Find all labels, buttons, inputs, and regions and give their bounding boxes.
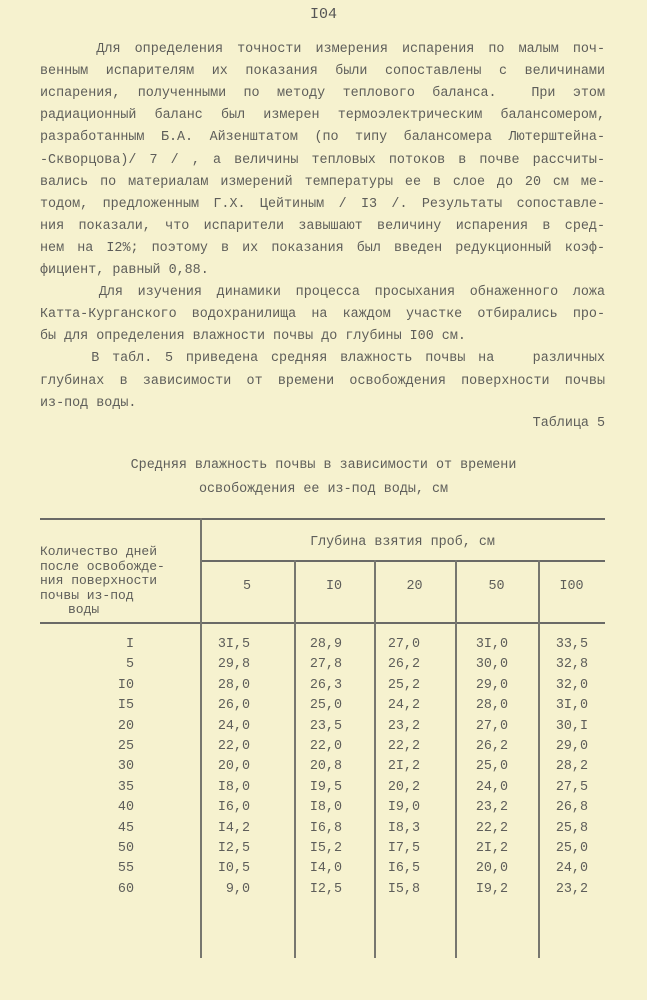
moisture-cell: I7,5 <box>387 841 420 856</box>
table-top-rule <box>40 518 605 520</box>
moisture-cell: 22,0 <box>309 739 342 754</box>
moisture-cell: 32,0 <box>555 677 588 693</box>
text-line: разработанным Б.А. Айзенштатом (по типу балансомера Лютерштейна- <box>40 130 605 146</box>
text-line: Для изучения динамики процесса просыхания обнаженного ложа <box>40 285 605 301</box>
row-header-line: ния поверхности <box>40 573 158 588</box>
moisture-cell: I6,0 <box>217 800 250 816</box>
moisture-cell: I8,0 <box>217 779 250 795</box>
row-header <box>40 545 200 618</box>
text-line: Катта-Курганского водохранилища на каждом участке отбирались про- <box>40 307 605 323</box>
moisture-cell: 3I,5 <box>217 637 250 652</box>
row-header-line: почвы из-под <box>40 587 134 603</box>
table-caption-line: Средняя влажность почвы в зависимости от времени <box>130 458 517 473</box>
moisture-cell: I6,5 <box>387 861 420 877</box>
days-cell: 5 <box>125 657 134 673</box>
days-cell: 35 <box>117 779 134 795</box>
moisture-cell: 28,0 <box>217 677 250 693</box>
moisture-cell: 9,0 <box>225 881 250 897</box>
text-line: глубинах в зависимости от времени освобождения поверхности почвы <box>40 373 605 389</box>
moisture-cell: 25,8 <box>555 820 588 836</box>
depth-header: 5 <box>242 579 252 594</box>
moisture-cell: 24,0 <box>475 779 508 795</box>
text-line: испарения, полученными по методу теплового баланса. При этом <box>40 86 605 102</box>
moisture-cell: I9,2 <box>475 881 508 897</box>
moisture-cell: 29,0 <box>475 677 508 693</box>
moisture-cell: 26,2 <box>387 657 420 673</box>
text-line: тодом, предложенным Г.Х. Цейтиным / I3 /. Результаты сопоставле- <box>40 196 605 212</box>
moisture-cell: I2,5 <box>309 881 342 897</box>
depth-header: 20 <box>406 579 423 594</box>
moisture-cell: I4,2 <box>217 820 250 836</box>
moisture-cell: 20,2 <box>387 779 420 795</box>
table-caption-line: освобождения ее из-под воды, см <box>198 482 449 497</box>
moisture-cell: I9,5 <box>309 779 342 795</box>
days-cell: 25 <box>117 739 134 754</box>
row-header-line: воды <box>68 602 100 617</box>
moisture-cell: 20,0 <box>217 759 250 775</box>
days-cell: I <box>125 637 134 652</box>
days-cell: 40 <box>117 800 134 816</box>
moisture-cell: 26,3 <box>309 677 342 693</box>
moisture-cell: I8,3 <box>387 820 420 836</box>
days-cell: 30 <box>117 759 134 775</box>
text-line: Для определения точности измерения испарения по малым поч- <box>40 42 605 57</box>
moisture-cell: I9,0 <box>387 800 420 816</box>
group-header: Глубина взятия проб, см <box>310 535 495 550</box>
moisture-cell: 2I,2 <box>387 759 420 775</box>
moisture-cell: 29,8 <box>217 657 250 673</box>
depth-header: I0 <box>325 579 343 594</box>
moisture-cell: 25,0 <box>309 698 342 714</box>
text-line: бы для определения влажности почвы до глубины I00 см. <box>40 329 466 345</box>
moisture-cell: 24,0 <box>555 861 588 877</box>
moisture-cell: 28,0 <box>475 698 508 714</box>
moisture-cell: I5,2 <box>309 841 342 856</box>
moisture-cell: 25,0 <box>555 841 588 856</box>
page-number: I04 <box>309 6 337 23</box>
moisture-cell: I4,0 <box>309 861 342 877</box>
text-line: венным испарителям их показания были сопоставлены с величинами <box>40 64 605 80</box>
moisture-cell: 2I,2 <box>475 841 508 856</box>
moisture-cell: 27,0 <box>475 718 508 734</box>
row-header-line: после освобожде- <box>40 558 165 574</box>
moisture-cell: 24,0 <box>217 718 250 734</box>
days-cell: 55 <box>117 861 134 877</box>
moisture-cell: 28,2 <box>555 759 588 775</box>
moisture-cell: 27,0 <box>387 637 420 652</box>
moisture-cell: 20,0 <box>475 861 508 877</box>
moisture-cell: 25,2 <box>387 677 420 693</box>
days-cell: 50 <box>117 841 134 856</box>
days-cell: I0 <box>117 677 134 693</box>
moisture-cell: I2,5 <box>217 841 250 856</box>
moisture-cell: 23,5 <box>309 718 342 734</box>
text-line: из-под воды. <box>40 395 137 411</box>
moisture-cell: I0,5 <box>217 861 250 877</box>
days-cell: I5 <box>117 698 134 714</box>
text-line: вались по материалам измерений температуры ее в слое до 20 см ме- <box>40 174 605 190</box>
text-line: радиационный баланс был измерен термоэлектрическим балансомером, <box>40 108 605 124</box>
moisture-cell: 23,2 <box>555 881 588 897</box>
depth-header: I00 <box>559 579 584 594</box>
moisture-cell: I6,8 <box>309 820 342 836</box>
days-cell: 45 <box>117 820 134 836</box>
header-bottom-rule <box>40 622 605 624</box>
moisture-cell: 28,9 <box>309 637 342 652</box>
moisture-cell: 26,0 <box>217 698 250 714</box>
moisture-cell: I8,0 <box>309 800 342 816</box>
text-line: В табл. 5 приведена средняя влажность почвы на различных <box>40 351 605 367</box>
table-label: Таблица 5 <box>532 416 605 431</box>
group-header-rule <box>200 560 605 562</box>
depth-header: 50 <box>488 579 505 594</box>
text-line: фициент, равный 0,88. <box>40 263 209 278</box>
text-line: нем на I2%; поэтому в их показания был введен редукционный коэф- <box>40 240 605 256</box>
days-cell: 60 <box>117 881 134 897</box>
moisture-cell: 23,2 <box>387 718 420 734</box>
days-cell: 20 <box>117 718 134 734</box>
moisture-cell: 24,2 <box>387 698 420 714</box>
moisture-cell: 26,8 <box>555 800 588 816</box>
moisture-cell: 22,0 <box>217 739 250 754</box>
moisture-cell: 20,8 <box>309 759 342 775</box>
moisture-cell: 25,0 <box>475 759 508 775</box>
moisture-cell: 26,2 <box>475 739 508 754</box>
moisture-cell: 23,2 <box>475 800 508 816</box>
row-header-line: Количество дней <box>40 544 158 559</box>
moisture-cell: 30,I <box>555 718 588 734</box>
moisture-cell: 32,8 <box>555 657 588 673</box>
moisture-cell: 27,5 <box>555 779 588 795</box>
text-line: -Скворцова)/ 7 / , а величины тепловых потоков в почве рассчиты- <box>40 152 605 168</box>
moisture-cell: 33,5 <box>555 637 588 652</box>
moisture-cell: 3I,0 <box>555 698 588 714</box>
moisture-cell: 29,0 <box>555 739 588 754</box>
text-line: ния показали, что испарители завышают величину испарения в сред- <box>40 218 605 234</box>
moisture-cell: 27,8 <box>309 657 342 673</box>
moisture-cell: 3I,0 <box>475 637 508 652</box>
moisture-cell: 22,2 <box>387 739 420 754</box>
moisture-cell: I5,8 <box>387 881 420 897</box>
moisture-cell: 30,0 <box>475 657 508 673</box>
moisture-cell: 22,2 <box>475 820 508 836</box>
column-rule <box>455 560 457 958</box>
